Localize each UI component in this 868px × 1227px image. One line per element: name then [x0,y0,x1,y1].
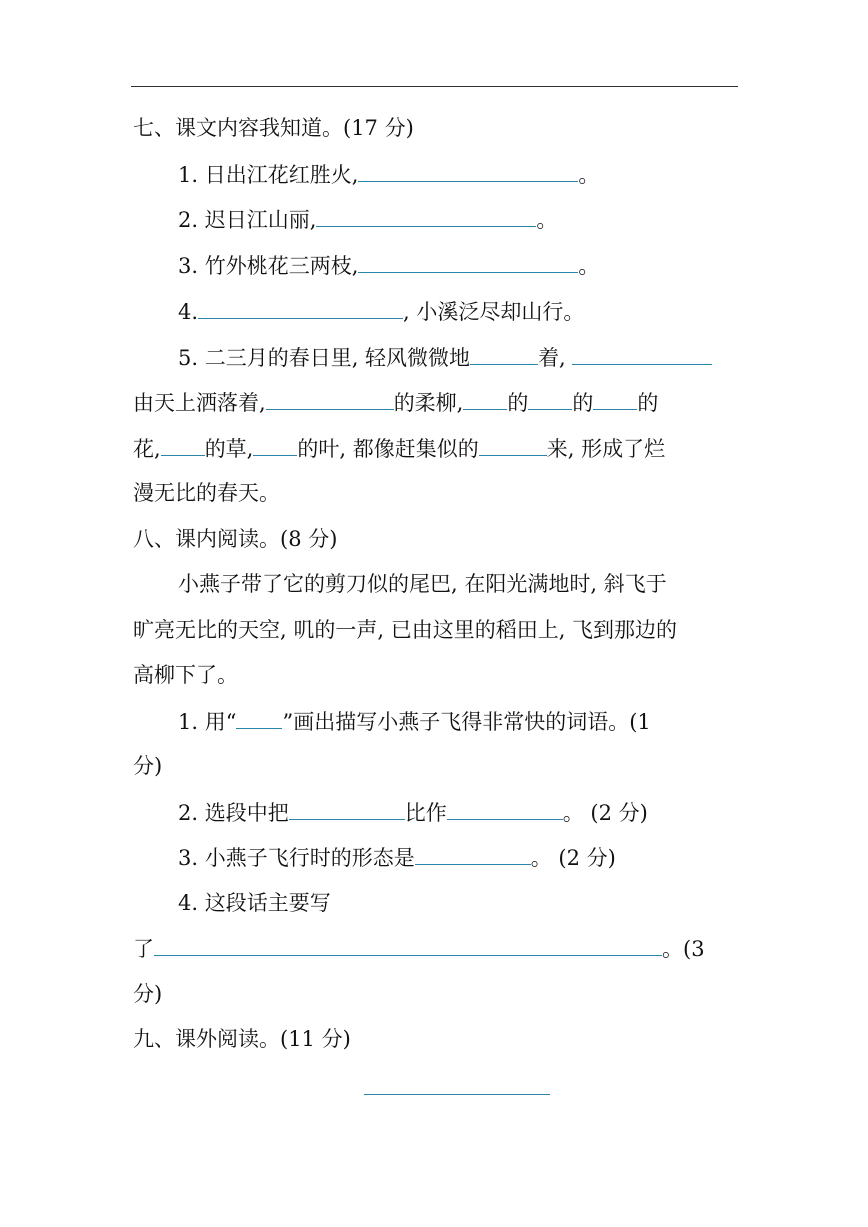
answer-blank[interactable] [253,433,297,456]
answer-blank[interactable] [236,706,282,729]
answer-blank[interactable] [154,933,662,956]
answer-blank[interactable] [463,387,507,410]
answer-blank[interactable] [161,433,205,456]
passage-line-3: 高柳下了。 [133,663,238,687]
s7-question-5-line2: 由天上洒落着, 的柔柳, 的 的 的 [133,387,738,418]
s7-question-1: 1. 日出江花红胜火, 。 [133,159,783,190]
answer-blank[interactable] [358,159,578,182]
section9-heading: 九、课外阅读。(11 分) [133,1027,351,1051]
passage-line-1: 小燕子带了它的剪刀似的尾巴, 在阳光满地时, 斜飞于 [178,572,667,596]
s7-question-5-line4: 漫无比的春天。 [133,481,280,505]
answer-blank[interactable] [593,387,637,410]
answer-blank[interactable] [528,387,572,410]
s7-question-3: 3. 竹外桃花三两枝, 。 [133,250,783,281]
answer-blank[interactable] [447,797,563,820]
answer-blank[interactable] [358,250,578,273]
s7-question-5-line3: 花, 的草, 的叶, 都像赶集似的 来, 形成了烂 [133,433,738,464]
s8-question-1: 1. 用“ ”画出描写小燕子飞得非常快的词语。(1 [133,706,783,737]
section8-heading: 八、课内阅读。(8 分) [133,527,338,551]
s7-question-4: 4. , 小溪泛尽却山行。 [133,296,783,327]
s8-question-4-cont: 分) [133,982,163,1006]
s7-question-5-line1: 5. 二三月的春日里, 轻风微微地 着, [133,342,783,373]
footer-rule [364,1094,550,1095]
answer-blank[interactable] [479,433,547,456]
s8-question-2: 2. 选段中把 比作 。 (2 分) [133,797,783,828]
answer-blank[interactable] [572,342,712,365]
s7-question-2: 2. 迟日江山丽, 。 [133,204,783,235]
passage-line-2: 旷亮无比的天空, 叽的一声, 已由这里的稻田上, 飞到那边的 [133,618,678,642]
s8-question-3: 3. 小燕子飞行时的形态是 。 (2 分) [133,842,783,873]
s8-question-1-cont: 分) [133,754,163,778]
answer-blank[interactable] [289,797,405,820]
answer-blank[interactable] [198,296,403,319]
answer-blank[interactable] [415,842,531,865]
section7-heading: 七、课文内容我知道。(17 分) [133,116,414,140]
answer-blank[interactable] [266,387,394,410]
answer-blank[interactable] [470,342,538,365]
s8-question-4: 4. 这段话主要写 [178,891,331,915]
answer-blank[interactable] [316,204,536,227]
s8-question-4-answer: 了 。(3 [133,933,738,964]
top-rule [131,86,738,87]
